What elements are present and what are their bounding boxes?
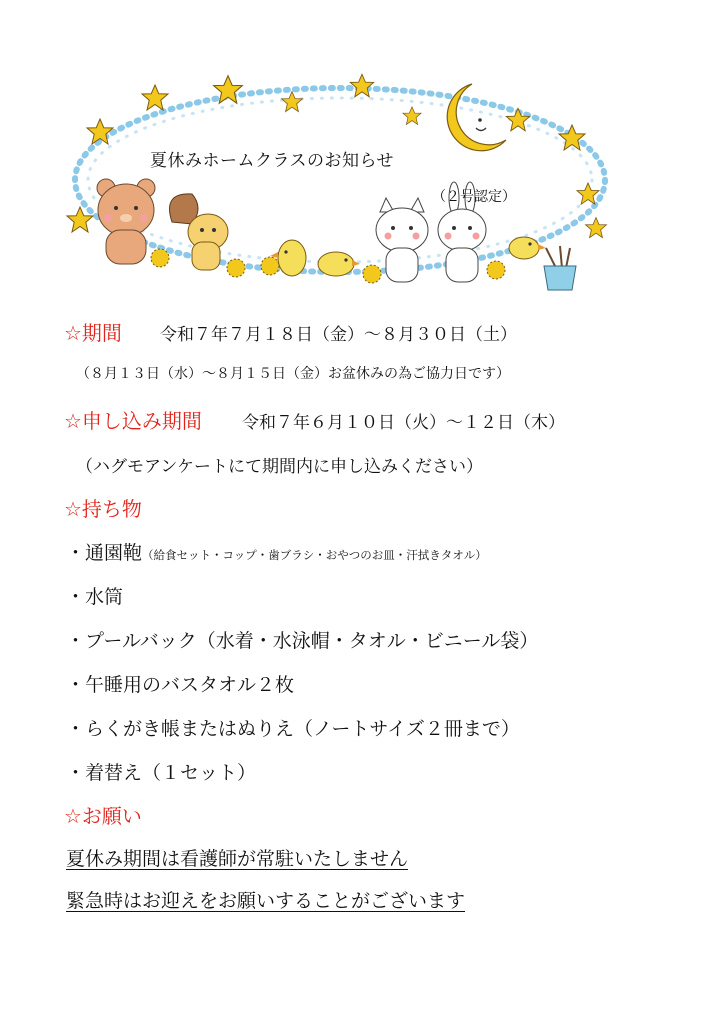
- list-item: ・午睡用のバスタオル２枚: [66, 674, 295, 696]
- period-note: （８月１３日（水）〜８月１５日（金）お盆休みの為ご協力日です）: [76, 366, 510, 382]
- list-item: ・水筒: [66, 586, 124, 608]
- bird-icon: [261, 240, 306, 276]
- belongings-heading: ☆持ち物: [64, 497, 142, 521]
- list-item: ・プールバック（水着・水泳帽・タオル・ビニール袋）: [66, 630, 539, 652]
- request-heading: ☆お願い: [64, 804, 142, 828]
- cat-icon: [363, 198, 428, 283]
- bear-icon: [97, 179, 169, 267]
- banner-illustration: [60, 70, 620, 300]
- list-item-detail: （給食セット・コップ・歯ブラシ・おやつのお皿・汗拭きタオル）: [142, 548, 487, 562]
- bucket-icon: [544, 246, 576, 290]
- list-item-label: ・通園鞄: [66, 542, 143, 564]
- application-note: （ハグモアンケートにて期間内に申し込みください）: [76, 457, 483, 477]
- notice-subtitle: （２号認定）: [432, 189, 516, 205]
- moon-icon: [447, 84, 506, 151]
- application-dates: 令和７年６月１０日（火）〜１２日（木）: [242, 413, 565, 433]
- squirrel-icon: [170, 194, 246, 277]
- list-item: ・着替え（１セット）: [66, 762, 257, 784]
- request-line: 緊急時はお迎えをお願いすることがございます: [66, 890, 466, 912]
- period-heading: ☆期間: [64, 321, 122, 345]
- list-item: [66, 538, 487, 565]
- request-line: 夏休み期間は看護師が常駐いたしません: [66, 848, 409, 870]
- application-heading: ☆申し込み期間: [64, 409, 202, 433]
- notice-title: 夏休みホームクラスのお知らせ: [150, 151, 394, 171]
- list-item: ・らくがき帳またはぬりえ（ノートサイズ２冊まで）: [66, 718, 520, 740]
- period-dates: 令和７年７月１８日（金）〜８月３０日（土）: [160, 325, 517, 345]
